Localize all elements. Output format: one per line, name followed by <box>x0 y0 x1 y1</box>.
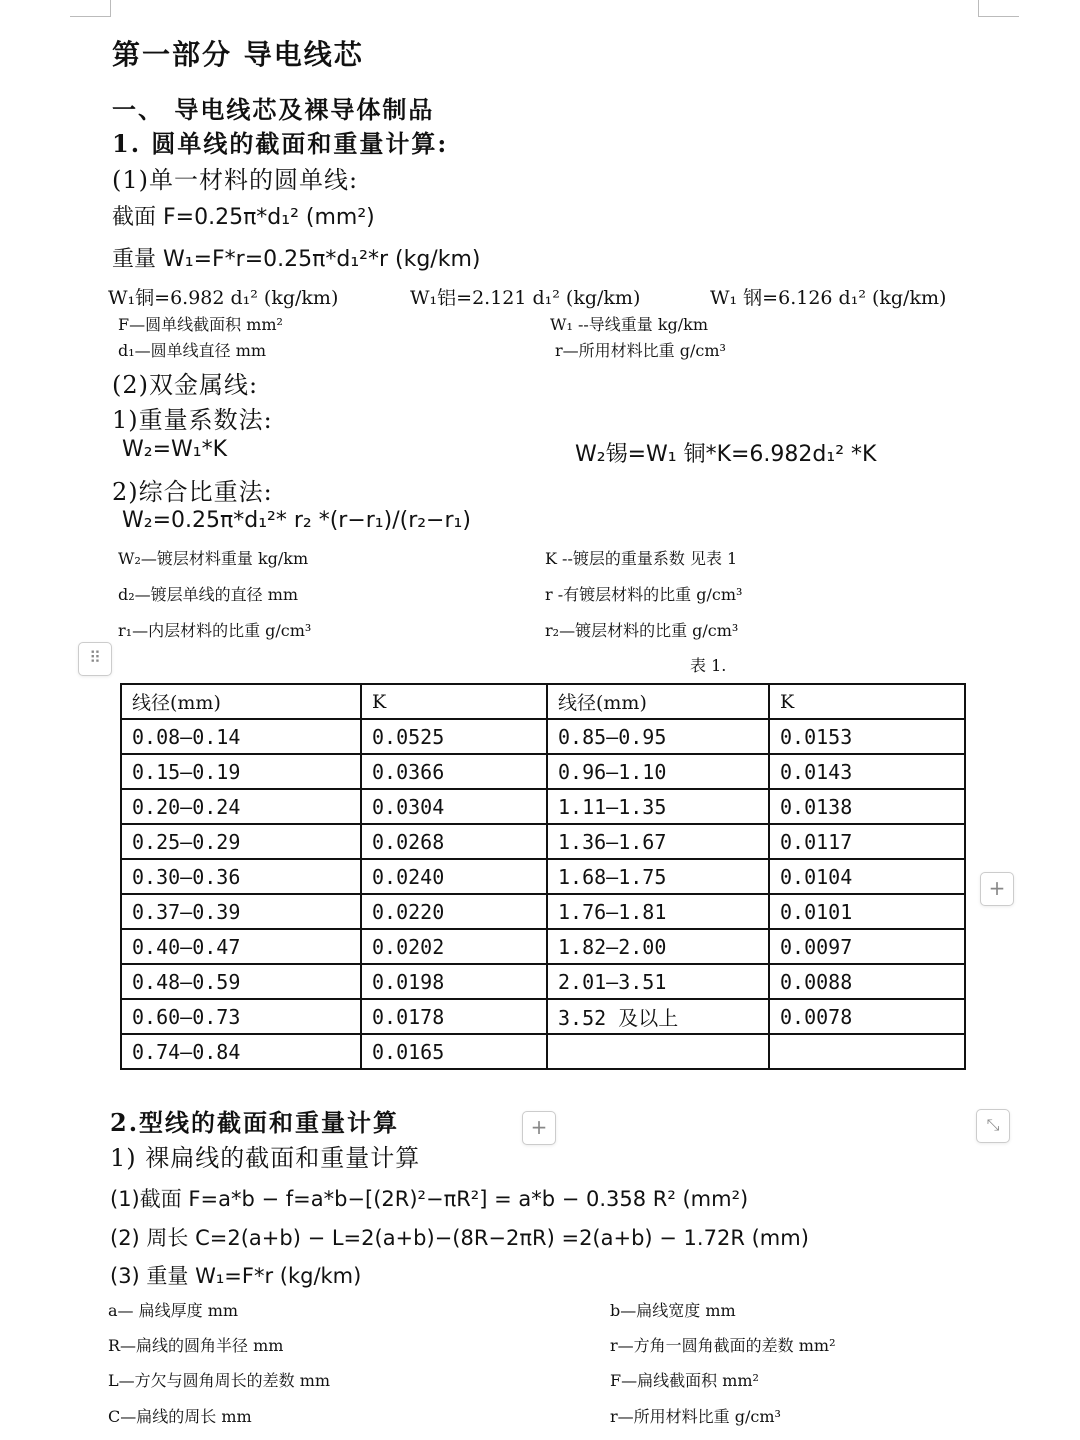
table-cell: 0.37—0.39 <box>121 894 361 929</box>
table-cell: 0.15—0.19 <box>121 754 361 789</box>
add-row-button[interactable]: + <box>522 1111 556 1145</box>
table-row <box>121 929 965 964</box>
table-cell: 0.40—0.47 <box>121 929 361 964</box>
table-cell: 0.0153 <box>769 719 965 754</box>
def-W2: W₂—镀层材料重量 kg/km <box>118 549 309 568</box>
k-coefficient-table <box>120 683 966 1070</box>
table-cell: 0.0202 <box>361 929 547 964</box>
table-cell: 1.11—1.35 <box>547 789 769 824</box>
table-row <box>121 999 965 1034</box>
def-F: F—圆单线截面积 mm² <box>118 315 283 334</box>
table-cell: 0.25—0.29 <box>121 824 361 859</box>
table-cell: 0.0088 <box>769 964 965 999</box>
table-cell: 0.85—0.95 <box>547 719 769 754</box>
def-R: R—扁线的圆角半径 mm <box>108 1336 284 1355</box>
table-cell <box>547 1034 769 1069</box>
table-cell: 0.0268 <box>361 824 547 859</box>
formula-steel: W₁ 钢=6.126 d₁² (kg/km) <box>710 287 947 309</box>
formula-al: W₁铝=2.121 d₁² (kg/km) <box>410 287 641 309</box>
table-cell: 0.60—0.73 <box>121 999 361 1034</box>
def-r-plated: r -有镀层材料的比重 g/cm³ <box>545 585 743 604</box>
formula-w2: W₂=W₁*K <box>122 437 228 462</box>
flat-perimeter: (2) 周长 C=2(a+b) − L=2(a+b)−(8R−2πR) =2(a+b) − 1.72R (mm) <box>110 1226 809 1250</box>
table-cell: 0.0220 <box>361 894 547 929</box>
formula-cu: W₁铜=6.982 d₁² (kg/km) <box>108 287 339 309</box>
heading-1-1: 1. 圆单线的截面和重量计算: <box>112 129 449 158</box>
def-a: a— 扁线厚度 mm <box>108 1301 239 1320</box>
table-cell: 0.48—0.59 <box>121 964 361 999</box>
def-r1: r₁—内层材料的比重 g/cm³ <box>118 621 312 640</box>
def-F2: F—扁线截面积 mm² <box>610 1371 759 1390</box>
def-b: b—扁线宽度 mm <box>610 1301 736 1320</box>
def-r: r—所用材料比重 g/cm³ <box>555 341 726 360</box>
table-row <box>121 964 965 999</box>
table-cell: 0.0366 <box>361 754 547 789</box>
def-d1: d₁—圆单线直径 mm <box>118 341 267 360</box>
def-r3: r—所用材料比重 g/cm³ <box>610 1407 781 1426</box>
table-caption: 表 1. <box>690 656 727 675</box>
table-cell: 0.0525 <box>361 719 547 754</box>
heading-2: 2.型线的截面和重量计算 <box>110 1108 400 1137</box>
table-header-row <box>121 684 965 719</box>
table-row <box>121 824 965 859</box>
table-cell: 0.96—1.10 <box>547 754 769 789</box>
table-cell: 0.0304 <box>361 789 547 824</box>
table-cell: 0.74—0.84 <box>121 1034 361 1069</box>
page-corner-left <box>70 0 111 17</box>
table-cell: 0.08—0.14 <box>121 719 361 754</box>
flat-weight: (3) 重量 W₁=F*r (kg/km) <box>110 1264 362 1288</box>
table-row <box>121 789 965 824</box>
table-cell: 0.0198 <box>361 964 547 999</box>
def-f: r—方角一圆角截面的差数 mm² <box>610 1336 836 1355</box>
table-header-cell: 线径(mm) <box>121 684 361 719</box>
flat-area: (1)截面 F=a*b − f=a*b−[(2R)²−πR²] = a*b − 0.358 R² (mm²) <box>110 1187 749 1211</box>
table-cell: 0.0143 <box>769 754 965 789</box>
table-cell <box>769 1034 965 1069</box>
table-cell: 1.76—1.81 <box>547 894 769 929</box>
table-cell: 1.36—1.67 <box>547 824 769 859</box>
table-cell: 0.0178 <box>361 999 547 1034</box>
table-cell: 1.68—1.75 <box>547 859 769 894</box>
sub-bimetal: (2)双金属线: <box>112 371 259 399</box>
table-row <box>121 1034 965 1069</box>
def-L: L—方欠与圆角周长的差数 mm <box>108 1371 331 1390</box>
def-K: K --镀层的重量系数 见表 1 <box>545 549 738 568</box>
table-cell: 0.0165 <box>361 1034 547 1069</box>
table-cell: 0.0104 <box>769 859 965 894</box>
formula-weight: 重量 W₁=F*r=0.25π*d₁²*r (kg/km) <box>112 247 481 272</box>
formula-w2-composite: W₂=0.25π*d₁²* r₂ *(r−r₁)/(r₂−r₁) <box>122 508 471 533</box>
table-cell: 2.01—3.51 <box>547 964 769 999</box>
heading-1: 一、 导电线芯及裸导体制品 <box>112 95 435 124</box>
section-title: 第一部分 导电线芯 <box>112 38 364 71</box>
table-cell: 0.0097 <box>769 929 965 964</box>
table-cell: 0.0078 <box>769 999 965 1034</box>
table-cell: 1.82—2.00 <box>547 929 769 964</box>
table-header-cell: K <box>769 684 965 719</box>
table-cell: 0.0117 <box>769 824 965 859</box>
method-1: 1)重量系数法: <box>112 406 273 434</box>
formula-w2-tin: W₂锡=W₁ 铜*K=6.982d₁² *K <box>575 442 877 467</box>
table-row <box>121 719 965 754</box>
table-row <box>121 754 965 789</box>
table-cell: 0.0101 <box>769 894 965 929</box>
expand-table-icon[interactable]: ⤡ <box>976 1109 1010 1143</box>
formula-area: 截面 F=0.25π*d₁² (mm²) <box>112 205 375 230</box>
sub-flat: 1) 裸扁线的截面和重量计算 <box>110 1144 421 1172</box>
def-d2: d₂—镀层单线的直径 mm <box>118 585 299 604</box>
table-row <box>121 859 965 894</box>
def-C: C—扁线的周长 mm <box>108 1407 252 1426</box>
table-drag-handle-icon[interactable]: ⠿ <box>78 642 112 676</box>
table-header-cell: 线径(mm) <box>547 684 769 719</box>
table-cell: 0.30—0.36 <box>121 859 361 894</box>
add-column-button[interactable]: + <box>980 872 1014 906</box>
table-header-cell: K <box>361 684 547 719</box>
def-r2: r₂—镀层材料的比重 g/cm³ <box>545 621 739 640</box>
method-2: 2)综合比重法: <box>112 478 273 506</box>
page-corner-right <box>978 0 1019 17</box>
table-cell: 3.52 及以上 <box>547 999 769 1034</box>
sub-single: (1)单一材料的圆单线: <box>112 166 359 194</box>
def-W1: W₁ --导线重量 kg/km <box>550 315 709 334</box>
table-row <box>121 894 965 929</box>
table-cell: 0.0240 <box>361 859 547 894</box>
table-cell: 0.20—0.24 <box>121 789 361 824</box>
table-cell: 0.0138 <box>769 789 965 824</box>
